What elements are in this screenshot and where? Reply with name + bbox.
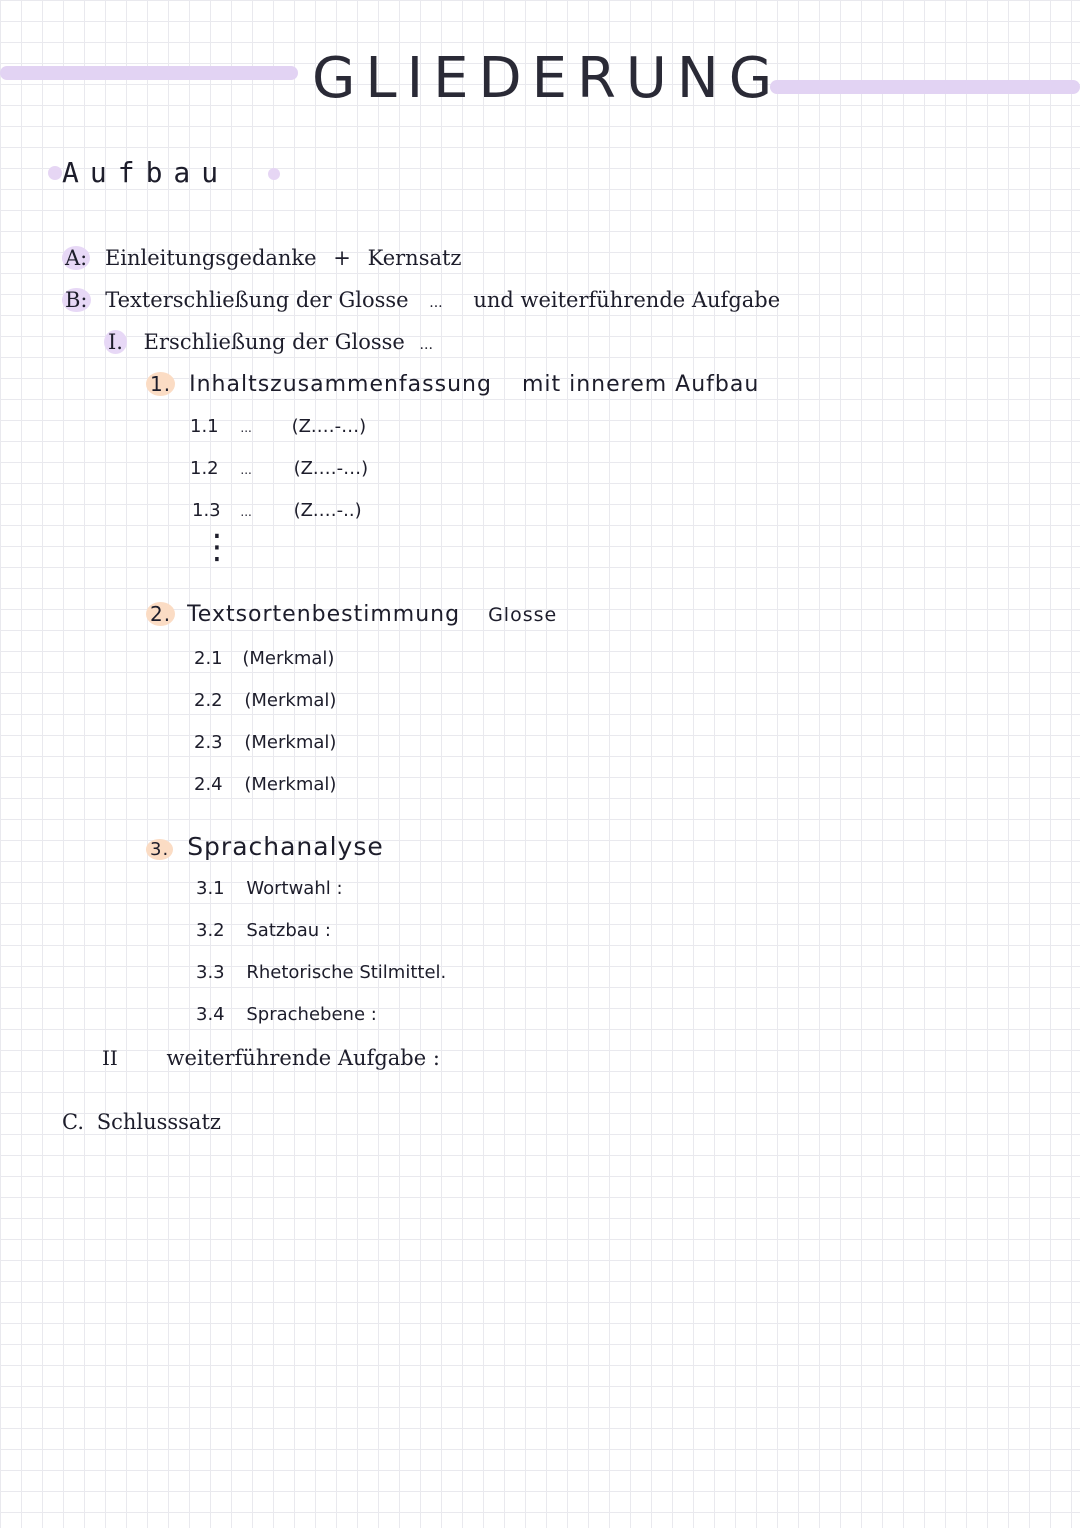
list-item: [190, 416, 366, 437]
item-num: 2.3: [194, 732, 223, 753]
item-text: (Merkmal): [244, 732, 337, 753]
page-title: GLIEDERUNG: [312, 46, 783, 111]
item-num: 2.2: [194, 690, 223, 711]
outline-s2: [146, 602, 557, 627]
outline-s1-text2: mit innerem Aufbau: [521, 372, 760, 397]
outline-c: [62, 1110, 221, 1134]
outline-a-text: Einleitungsgedanke: [104, 246, 317, 270]
item-num: 1.1: [190, 416, 219, 437]
outline-s2-text2: Glosse: [488, 604, 558, 626]
title-bar-left: [0, 66, 298, 80]
list-item: [196, 920, 331, 941]
item-num: 2.1: [194, 648, 223, 669]
item-ref: (Z.…-…): [293, 458, 369, 479]
outline-b1-label: I.: [104, 330, 127, 354]
outline-s3-text: Sprachanalyse: [187, 832, 384, 861]
outline-b1: [104, 330, 433, 354]
list-item: [196, 962, 446, 983]
item-dots: ...: [240, 421, 252, 435]
outline-a-plus: +: [333, 246, 351, 270]
item-dots: ...: [240, 463, 252, 477]
outline-a-label: A:: [62, 246, 90, 270]
item-ref: (Z.…-…): [291, 416, 367, 437]
heading-dot: [268, 168, 280, 180]
outline-b: [62, 288, 780, 312]
item-num: 2.4: [194, 774, 223, 795]
vertical-ellipsis: ⋮: [200, 527, 234, 567]
item-num: 3.3: [196, 962, 225, 983]
list-item: [194, 732, 336, 753]
item-text: Wortwahl :: [246, 878, 343, 899]
item-num: 3.2: [196, 920, 225, 941]
outline-b1-ellipsis: ...: [419, 337, 433, 353]
list-item: [190, 458, 368, 479]
item-ref: (Z.…-..): [293, 500, 362, 521]
list-item: [194, 648, 334, 669]
outline-b2: [102, 1046, 440, 1070]
outline-b1-text: Erschließung der Glosse: [143, 330, 405, 354]
outline-s1-text: Inhaltszusammenfassung: [189, 372, 492, 397]
outline-a: [62, 246, 462, 270]
section-heading: Aufbau: [62, 156, 230, 189]
outline-s1-label: 1.: [146, 372, 175, 396]
outline-a-text2: Kernsatz: [367, 246, 462, 270]
outline-s1: [146, 372, 759, 397]
item-num: 1.3: [192, 500, 221, 521]
list-item: [196, 878, 343, 899]
outline-c-label: C.: [62, 1110, 84, 1134]
outline-s3-label: 3.: [146, 839, 173, 860]
outline-s2-text: Textsortenbestimmung: [187, 602, 461, 627]
item-num: 3.1: [196, 878, 225, 899]
title-bar-right: [770, 80, 1080, 94]
outline-c-text: Schlusssatz: [96, 1110, 221, 1134]
outline-b-label: B:: [62, 288, 91, 312]
outline-b2-text: weiterführende Aufgabe :: [166, 1046, 440, 1070]
item-num: 3.4: [196, 1004, 225, 1025]
item-text: (Merkmal): [244, 690, 337, 711]
list-item: [196, 1004, 377, 1025]
list-item: [194, 774, 336, 795]
item-dots: ...: [240, 505, 252, 519]
heading-dot: [48, 166, 62, 180]
item-text: Sprachebene :: [246, 1004, 377, 1025]
outline-s2-label: 2.: [146, 602, 175, 626]
item-text: Satzbau :: [246, 920, 331, 941]
outline-s3: [146, 832, 384, 861]
list-item: [194, 690, 336, 711]
item-text: (Merkmal): [242, 648, 335, 669]
item-text: (Merkmal): [244, 774, 337, 795]
list-item: [192, 500, 362, 521]
outline-b2-label: II: [102, 1046, 118, 1070]
outline-b-text: Texterschließung der Glosse: [105, 288, 409, 312]
outline-b-text2: und weiterführende Aufgabe: [473, 288, 781, 312]
outline-b-ellipsis: ...: [429, 295, 443, 311]
item-text: Rhetorische Stilmittel.: [246, 962, 447, 983]
item-num: 1.2: [190, 458, 219, 479]
